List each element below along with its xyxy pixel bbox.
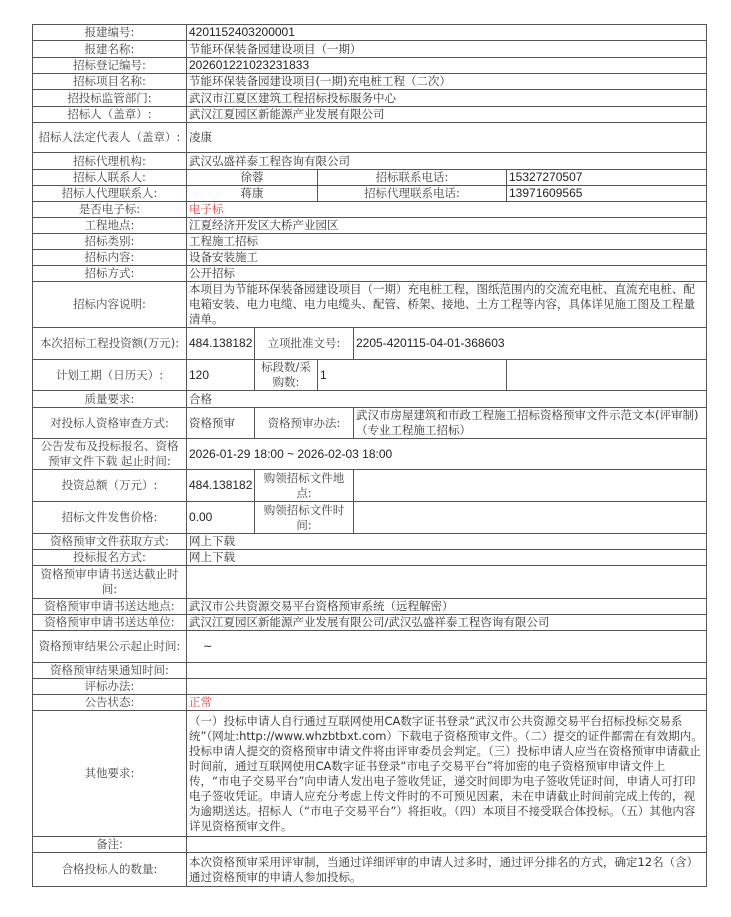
value-qtyq: （一）投标申请人自行通过互联网使用CA数字证书登录“武汉市公共资源交易平台招标投标交易系统”（网址:http://www.whzbtbxt.com）下载电子资格预审文件。（二）提交的证件都需在有效期内。投标申请人提交的资格预审申请文件将由评审委员会判定。（三）投标申请人应当在资格预审申请截止时间前，通过互联网使用CA数字证书登录“市电子交易平台”将加密的电子资格预审申请文件上传，“市电子交易平台”向申请人发出电子签收凭证，递交时间即为电子签收凭证时间，申请人可打印电子签收凭证。申请人应充分考虑上传文件时的不可预见因素，未在申请截止时间前完成上传的，视为逾期送达。招标人（“市电子交易平台”）将拒收。（四）本项目不接受联合体投标。（五）其他内容详见资格预审文件。 (187, 711, 707, 837)
label-fsjg: 招标文件发售价格: (33, 502, 187, 534)
value-zlyq: 合格 (187, 391, 707, 408)
value-pbbf (187, 679, 707, 695)
label-hqfs: 资格预审文件获取方式: (33, 534, 187, 550)
value-zblb: 工程施工招标 (187, 234, 707, 250)
row-nrsm (33, 282, 707, 328)
value-hqfs: 网上下载 (187, 534, 707, 550)
value-zbnr: 设备安装施工 (187, 250, 707, 266)
label-lxwh: 立项批准文号: (255, 328, 354, 360)
label-bds: 标段数/采购数: (255, 360, 318, 391)
value-zbr: 武汉江夏园区新能源产业发展有限公司 (187, 107, 707, 123)
value-jzsj (187, 566, 707, 599)
row-hgsl (33, 853, 707, 887)
label-ggsj: 公告发布及投标报名、资格预审文件下载 起止时间: (33, 439, 187, 470)
label-zblxdh: 招标联系电话: (318, 170, 507, 186)
value-sddw: 武汉江夏园区新能源产业发展有限公司/武汉弘盛祥泰工程咨询有限公司 (187, 615, 707, 631)
label-bz: 备注: (33, 837, 187, 853)
label-sddd: 资格预审申请书送达地点: (33, 599, 187, 615)
row-zbxmmc (33, 74, 707, 90)
label-gq: 计划工期（日历天）: (33, 360, 187, 391)
value-hgsl: 本次资格预审采用评审制，当通过详细评审的申请人过多时，通过评分排名的方式，确定12名（含）通过资格预审的申请人参加投标。 (187, 853, 707, 887)
row-hqfs (33, 534, 707, 550)
label-nrsm: 招标内容说明: (33, 282, 187, 328)
row-tze (33, 328, 707, 360)
value-jgbm: 武汉市江夏区建筑工程招标投标服务中心 (187, 90, 707, 107)
label-hgsl: 合格投标人的数量: (33, 853, 187, 887)
value-bjmc: 节能环保装备园建设项目（一期） (187, 41, 707, 58)
label-zblb: 招标类别: (33, 234, 187, 250)
row-tzze (33, 470, 707, 502)
row-zbnr (33, 250, 707, 266)
value-lxwh: 2205-420115-04-01-368603 (354, 328, 707, 360)
value-dzb: 电子标 (187, 202, 707, 218)
label-gcdd: 工程地点: (33, 218, 187, 234)
row-qtyq (33, 711, 707, 837)
label-ysbf: 资格预审办法: (255, 408, 354, 439)
value-gq: 120 (187, 360, 255, 391)
value-dljg: 武汉弘盛祥泰工程咨询有限公司 (187, 153, 707, 170)
label-bjbh: 报建编号: (33, 25, 187, 41)
row-zblb (33, 234, 707, 250)
value-zbxmmc: 节能环保装备园建设项目(一期)充电桩工程（二次） (187, 74, 707, 90)
value-fddbr: 凌康 (187, 123, 707, 153)
value-fsjg: 0.00 (187, 502, 255, 534)
label-zbfs: 招标方式: (33, 266, 187, 282)
value-tzze: 484.138182 (187, 470, 255, 502)
label-ggzt: 公告状态: (33, 695, 187, 711)
label-dllxdh: 招标代理联系电话: (318, 186, 507, 202)
row-scfs (33, 408, 707, 439)
value-bjbh: 4201152403200001 (187, 25, 707, 41)
label-zbdjbh: 招标登记编号: (33, 58, 187, 74)
row-zbr (33, 107, 707, 123)
value-dllxdh: 13971609565 (507, 186, 707, 202)
value-zblxdh: 15327270507 (507, 170, 707, 186)
label-dljg: 招标代理机构: (33, 153, 187, 170)
value-dllxr: 蒋康 (187, 186, 318, 202)
row-fsjg (33, 502, 707, 534)
row-bjbh (33, 25, 707, 41)
label-pbbf: 评标办法: (33, 679, 187, 695)
row-zbdjbh (33, 58, 707, 74)
label-scfs: 对投标人资格审查方式: (33, 408, 187, 439)
row-dljg (33, 153, 707, 170)
value-ggsj: 2026-01-29 18:00 ~ 2026-02-03 18:00 (187, 439, 707, 470)
label-sddw: 资格预审申请书送达单位: (33, 615, 187, 631)
value-zbfs: 公开招标 (187, 266, 707, 282)
row-fddbr (33, 123, 707, 153)
value-zbdjbh: 202601221023231833 (187, 58, 707, 74)
label-gldd: 购领招标文件地点: (255, 470, 354, 502)
label-dzb: 是否电子标: (33, 202, 187, 218)
label-zlyq: 质量要求: (33, 391, 187, 408)
row-bz (33, 837, 707, 853)
row-zlyq (33, 391, 707, 408)
label-dllxr: 招标人代理联系人: (33, 186, 187, 202)
label-tzsj: 资格预审结果通知时间: (33, 663, 187, 679)
value-ggzt: 正常 (187, 695, 707, 711)
label-bmfs: 投标报名方式: (33, 550, 187, 566)
value-bz (187, 837, 707, 853)
row-dllxr (33, 186, 707, 202)
value-nrsm: 本项目为节能环保装备园建设项目（一期）充电桩工程，图纸范围内的交流充电桩、直流充电桩、配电箱安装、电力电缆、电力电缆头、配管、桥架、接地、土方工程等内容，具体详见施工图及工程量清单。 (187, 282, 707, 328)
row-zblxr (33, 170, 707, 186)
value-tzsj (187, 663, 707, 679)
label-qtyq: 其他要求: (33, 711, 187, 837)
row-dzb (33, 202, 707, 218)
value-bmfs: 网上下载 (187, 550, 707, 566)
value-gcdd: 江夏经济开发区大桥产业园区 (187, 218, 707, 234)
label-tze: 本次招标工程投资额(万元): (33, 328, 187, 360)
row-sddd (33, 599, 707, 615)
empty-cell (507, 360, 707, 391)
label-bjmc: 报建名称: (33, 41, 187, 58)
label-jzsj: 资格预审申请书送达截止时间: (33, 566, 187, 599)
row-zbfs (33, 266, 707, 282)
label-jgbm: 招投标监管部门: (33, 90, 187, 107)
row-gcdd (33, 218, 707, 234)
row-sddw (33, 615, 707, 631)
label-zbnr: 招标内容: (33, 250, 187, 266)
value-gssj: ~ (187, 631, 707, 663)
label-glsj: 购领招标文件时间: (255, 502, 354, 534)
value-sddd: 武汉市公共资源交易平台资格预审系统（远程解密） (187, 599, 707, 615)
value-zblxr: 徐蓉 (187, 170, 318, 186)
row-ggsj (33, 439, 707, 470)
value-bds: 1 (318, 360, 507, 391)
label-gssj: 资格预审结果公示起止时间: (33, 631, 187, 663)
row-pbbf (33, 679, 707, 695)
value-gldd (354, 470, 707, 502)
label-tzze: 投资总额（万元）: (33, 470, 187, 502)
label-fddbr: 招标人法定代表人（盖章）: (33, 123, 187, 153)
row-gssj (33, 631, 707, 663)
row-tzsj (33, 663, 707, 679)
row-gq (33, 360, 707, 391)
value-scfs: 资格预审 (187, 408, 255, 439)
value-ysbf: 武汉市房屋建筑和市政工程施工招标资格预审文件示范文本(评审制)（专业工程施工招标） (354, 408, 707, 439)
row-bmfs (33, 550, 707, 566)
row-bjmc (33, 41, 707, 58)
row-ggzt (33, 695, 707, 711)
label-zbxmmc: 招标项目名称: (33, 74, 187, 90)
label-zbr: 招标人（盖章）: (33, 107, 187, 123)
value-tze: 484.138182 (187, 328, 255, 360)
tender-info-table (32, 24, 707, 887)
row-jgbm (33, 90, 707, 107)
row-jzsj (33, 566, 707, 599)
label-zblxr: 招标人联系人: (33, 170, 187, 186)
value-glsj (354, 502, 707, 534)
